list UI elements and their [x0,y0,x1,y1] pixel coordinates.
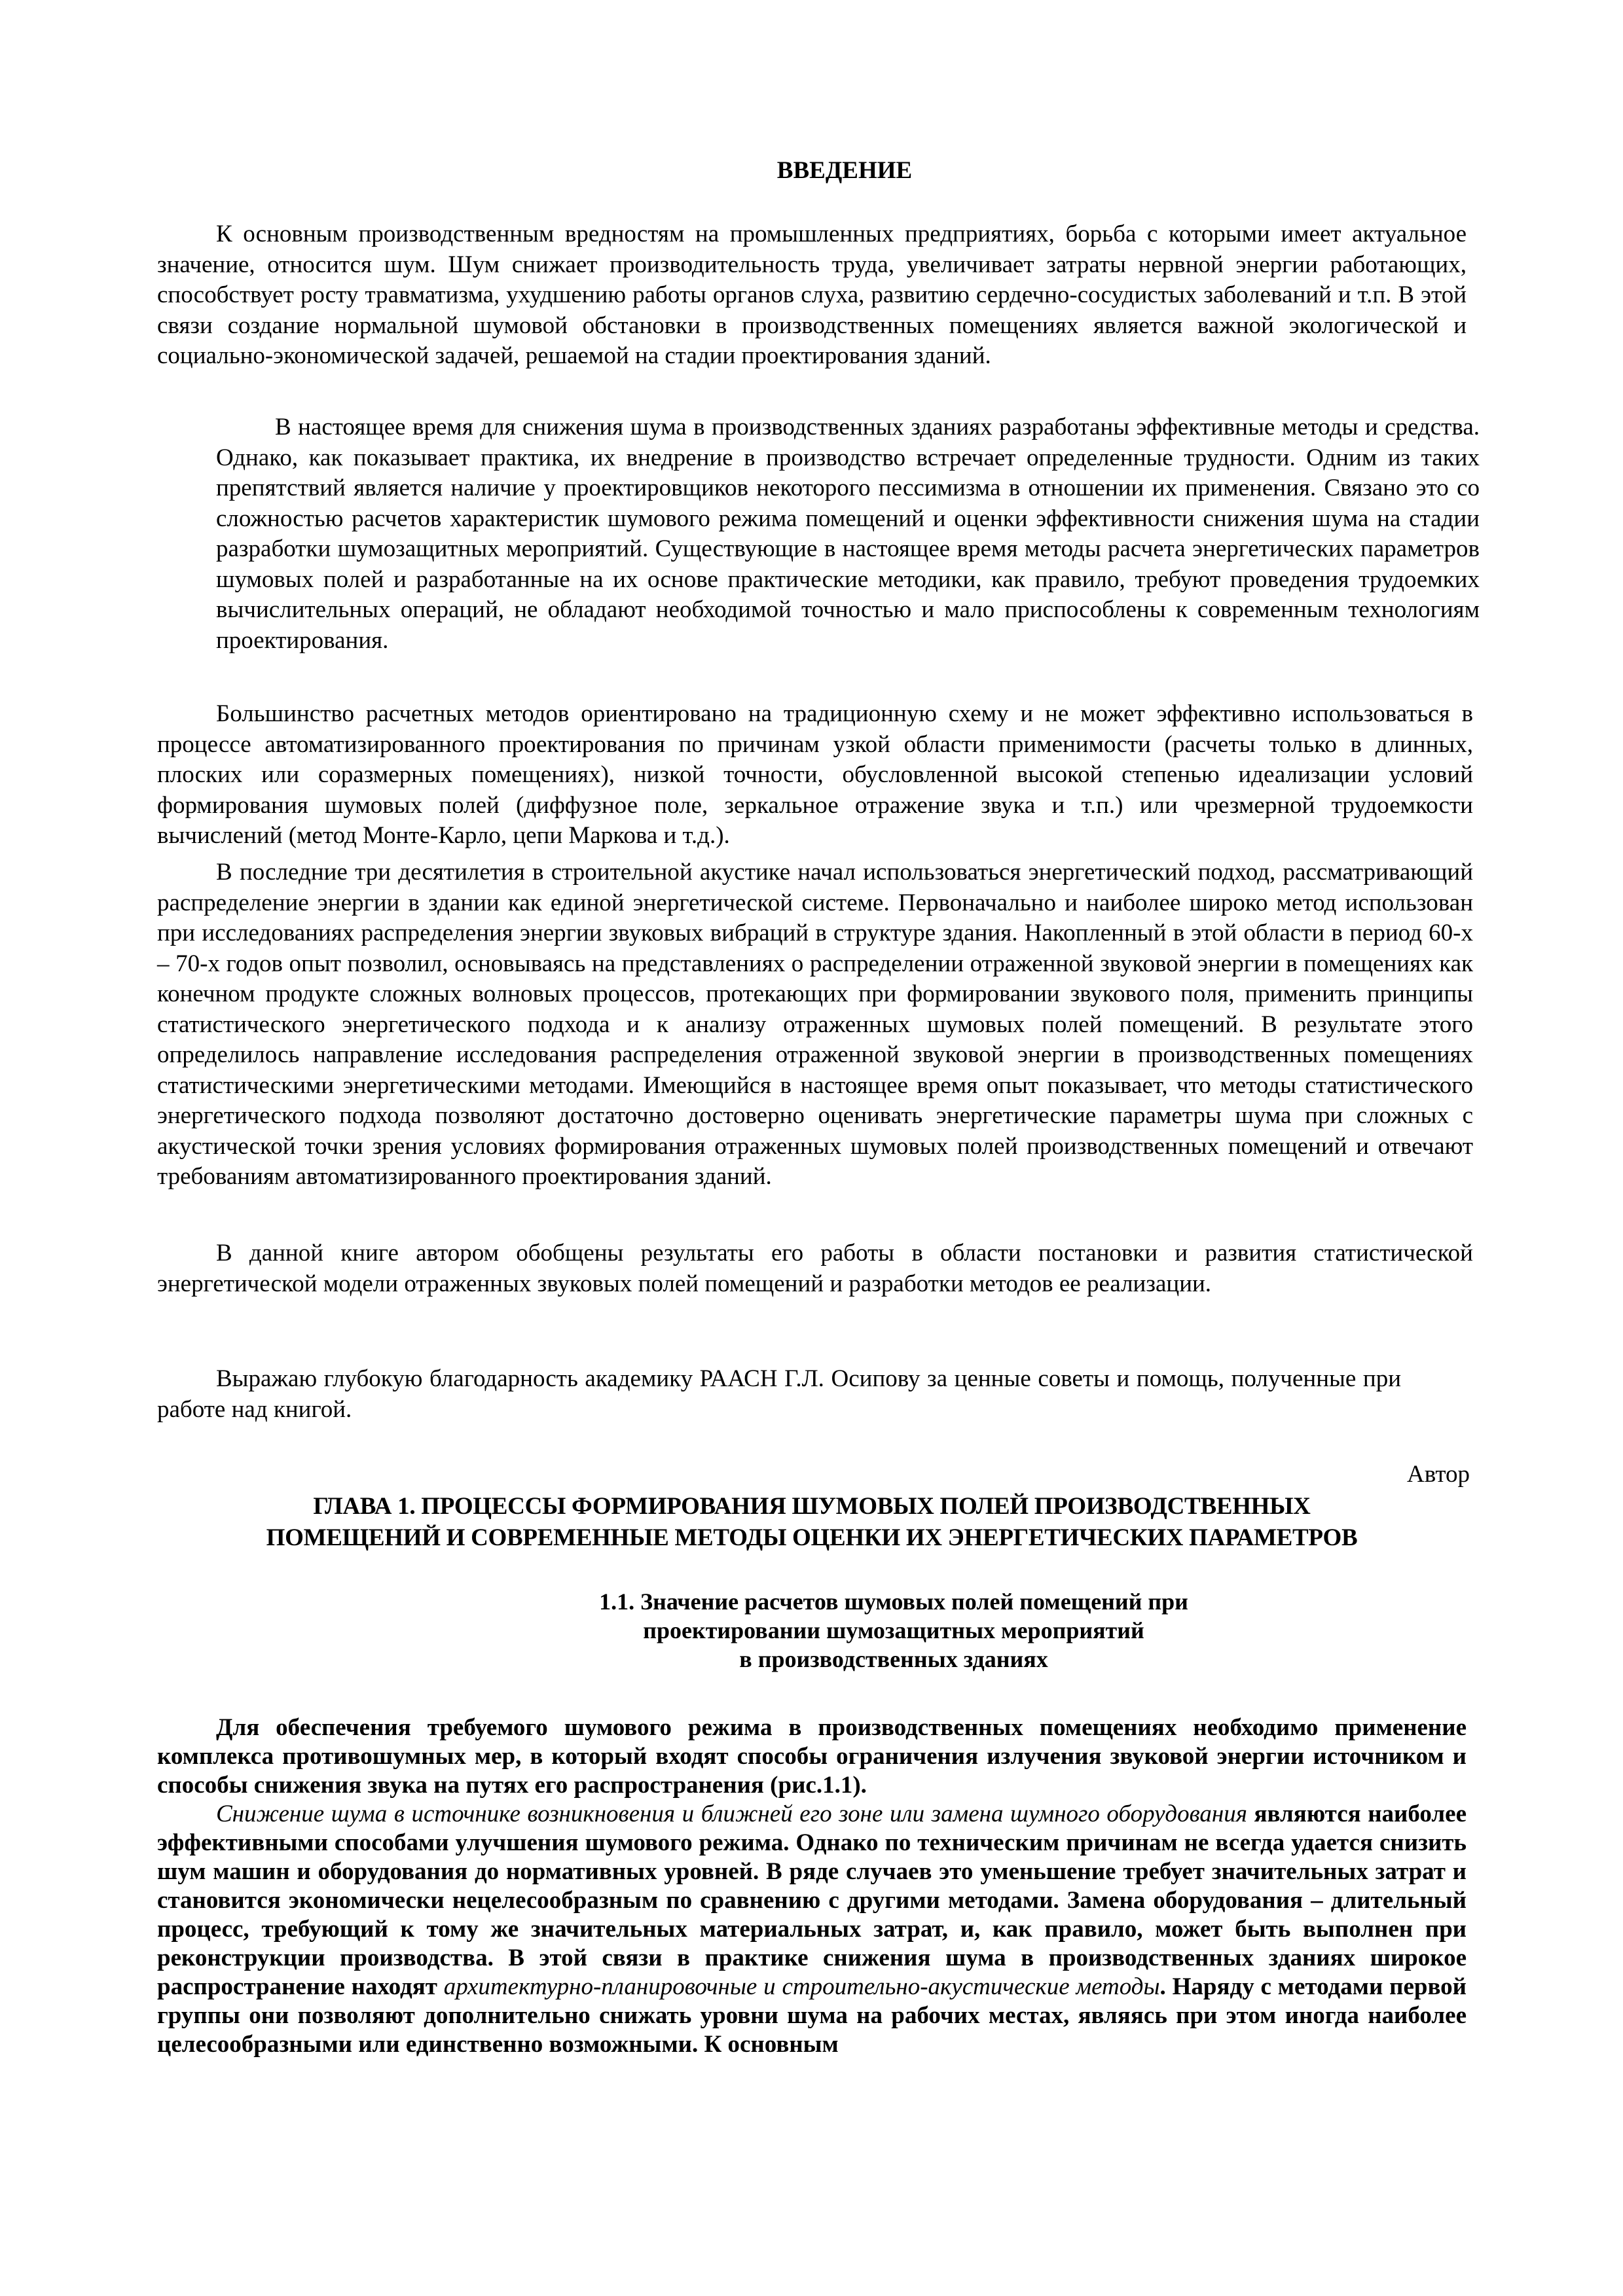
intro-paragraph-1: К основным производственным вредностям на промышленных предприятиях, борьба с которыми имеет актуальное значение, относится шум. Шум снижает производительность труда, увеличивает затраты нервной энергии работающих, способствует росту травматизма, ухудшению работы органов слуха, развитию сердечно-сосудистых заболеваний и т.п. В этой связи создание нормальной шумовой обстановки в производственных помещениях является важной экологической и социально-экономической задачей, решаемой на стадии проектирования зданий. [157,221,1467,369]
section-title-line-3: в производственных зданиях [739,1646,1048,1672]
author-signature: Автор [1407,1461,1470,1488]
intro-title: ВВЕДЕНИЕ [776,157,913,184]
body-paragraph-2-emphasis: Снижение шума в источнике возникновения и ближней его зоне или замена шумного оборудования [216,1801,1247,1827]
body-paragraph-1: Для обеспечения требуемого шумового режима в производственных помещениях необходимо применение комплекса противошумных мер, в который входят способы ограничения излучения звуковой энергии источником и способы снижения звука на путях его распространения (рис.1.1). [157,1714,1467,1799]
body-paragraph-2-emphasis-2: архитектурно-планировочные и строительно-акустические методы [443,1973,1160,2000]
body-paragraph-2 [157,1800,1467,2059]
chapter-title [157,1491,1467,1554]
body-paragraph-2-text-2: . Наряду с методами первой группы они позволяют дополнительно снижать уровни шума на рабочих местах, являясь при этом иногда наиболее целесообразными или единственно возможными. К основным [157,1973,1467,2058]
intro-paragraph-3: Большинство расчетных методов ориентировано на традиционную схему и не может эффективно использоваться в процессе автоматизированного проектирования по причинам узкой области применимости (расчеты только в длинных, плоских или соразмерных помещениях), низкой точности, обусловленной высокой степенью идеализации условий формирования шумовых полей (диффузное поле, зеркальное отражение звука и т.п.) или чрезмерной трудоемкости вычислений (метод Монте-Карло, цепи Маркова и т.д.). [157,700,1473,849]
chapter-title-line-1: ГЛАВА 1. ПРОЦЕССЫ ФОРМИРОВАНИЯ ШУМОВЫХ ПОЛЕЙ ПРОИЗВОДСТВЕННЫХ [313,1493,1311,1520]
intro-paragraph-5: В данной книге автором обобщены результаты его работы в области постановки и развития статистической энергетической модели отраженных звуковых полей помещений и разработки методов ее реализации. [157,1240,1473,1297]
chapter-title-line-2: ПОМЕЩЕНИЙ И СОВРЕМЕННЫЕ МЕТОДЫ ОЦЕНКИ ИХ ЭНЕРГЕТИЧЕСКИХ ПАРАМЕТРОВ [266,1524,1358,1551]
intro-paragraph-4: В последние три десятилетия в строительной акустике начал использоваться энергетический подход, рассматривающий распределение энергии в здании как единой энергетической системе. Первоначально и наиболее широко метод использован при исследованиях распределения энергии звуковых вибраций в структуре здания. Накопленный в этой области в период 60-х – 70-х годов опыт позволил, основываясь на представлениях о распределении отраженной звуковой энергии в помещениях как конечном продукте сложных волновых процессов, протекающих при формировании звукового поля, применить принципы статистического энергетического подхода и к анализу отраженных шумовых полей помещений. В результате этого определилось направление исследования распределения отраженной звуковой энергии в производственных помещениях статистическими энергетическими методами. Имеющийся в настоящее время опыт показывает, что методы статистического энергетического подхода позволяют достаточно достоверно оценивать энергетические параметры шума при сложных с акустической точки зрения условиях формирования отраженных шумовых полей производственных помещений и отвечают требованиям автоматизированного проектирования зданий. [157,859,1473,1190]
intro-paragraph-2: В настоящее время для снижения шума в производственных зданиях разработаны эффективные методы и средства. Однако, как показывает практика, их внедрение в производство встречает определенные трудности. Одним из таких препятствий является наличие у проектировщиков некоторого пессимизма в отношении их применения. Связано это со сложностью расчетов характеристик шумового режима помещений и оценки эффективности снижения шума на стадии разработки шумозащитных мероприятий. Существующие в настоящее время методы расчета энергетических параметров шумовых полей и разработанные на их основе практические методики, как правило, требуют проведения трудоемких вычислительных операций, не обладают необходимой точностью и мало приспособлены к современным технологиям проектирования. [216,414,1480,654]
acknowledgement: Выражаю глубокую благодарность академику РААСН Г.Л. Осипову за ценные советы и помощь, полученные при работе над книгой. [157,1365,1401,1423]
body-paragraph-2-text: являются наиболее эффективными способами улучшения шумового режима. Однако по техническим причинам не всегда удается снизить шум машин и оборудования до нормативных уровней. В ряде случаев это уменьшение требует значительных затрат и становится экономически нецелесообразным по сравнению с другими методами. Замена оборудования – длительный процесс, требующий к тому же значительных материальных затрат, и, как правило, может быть выполнен при реконструкции производства. В этой связи в практике снижения шума в производственных зданиях широкое распространение находят [157,1801,1467,2000]
section-title-line-2: проектировании шумозащитных мероприятий [643,1617,1144,1643]
section-title [484,1587,1303,1674]
section-title-line-1: 1.1. Значение расчетов шумовых полей помещений при [599,1588,1188,1615]
